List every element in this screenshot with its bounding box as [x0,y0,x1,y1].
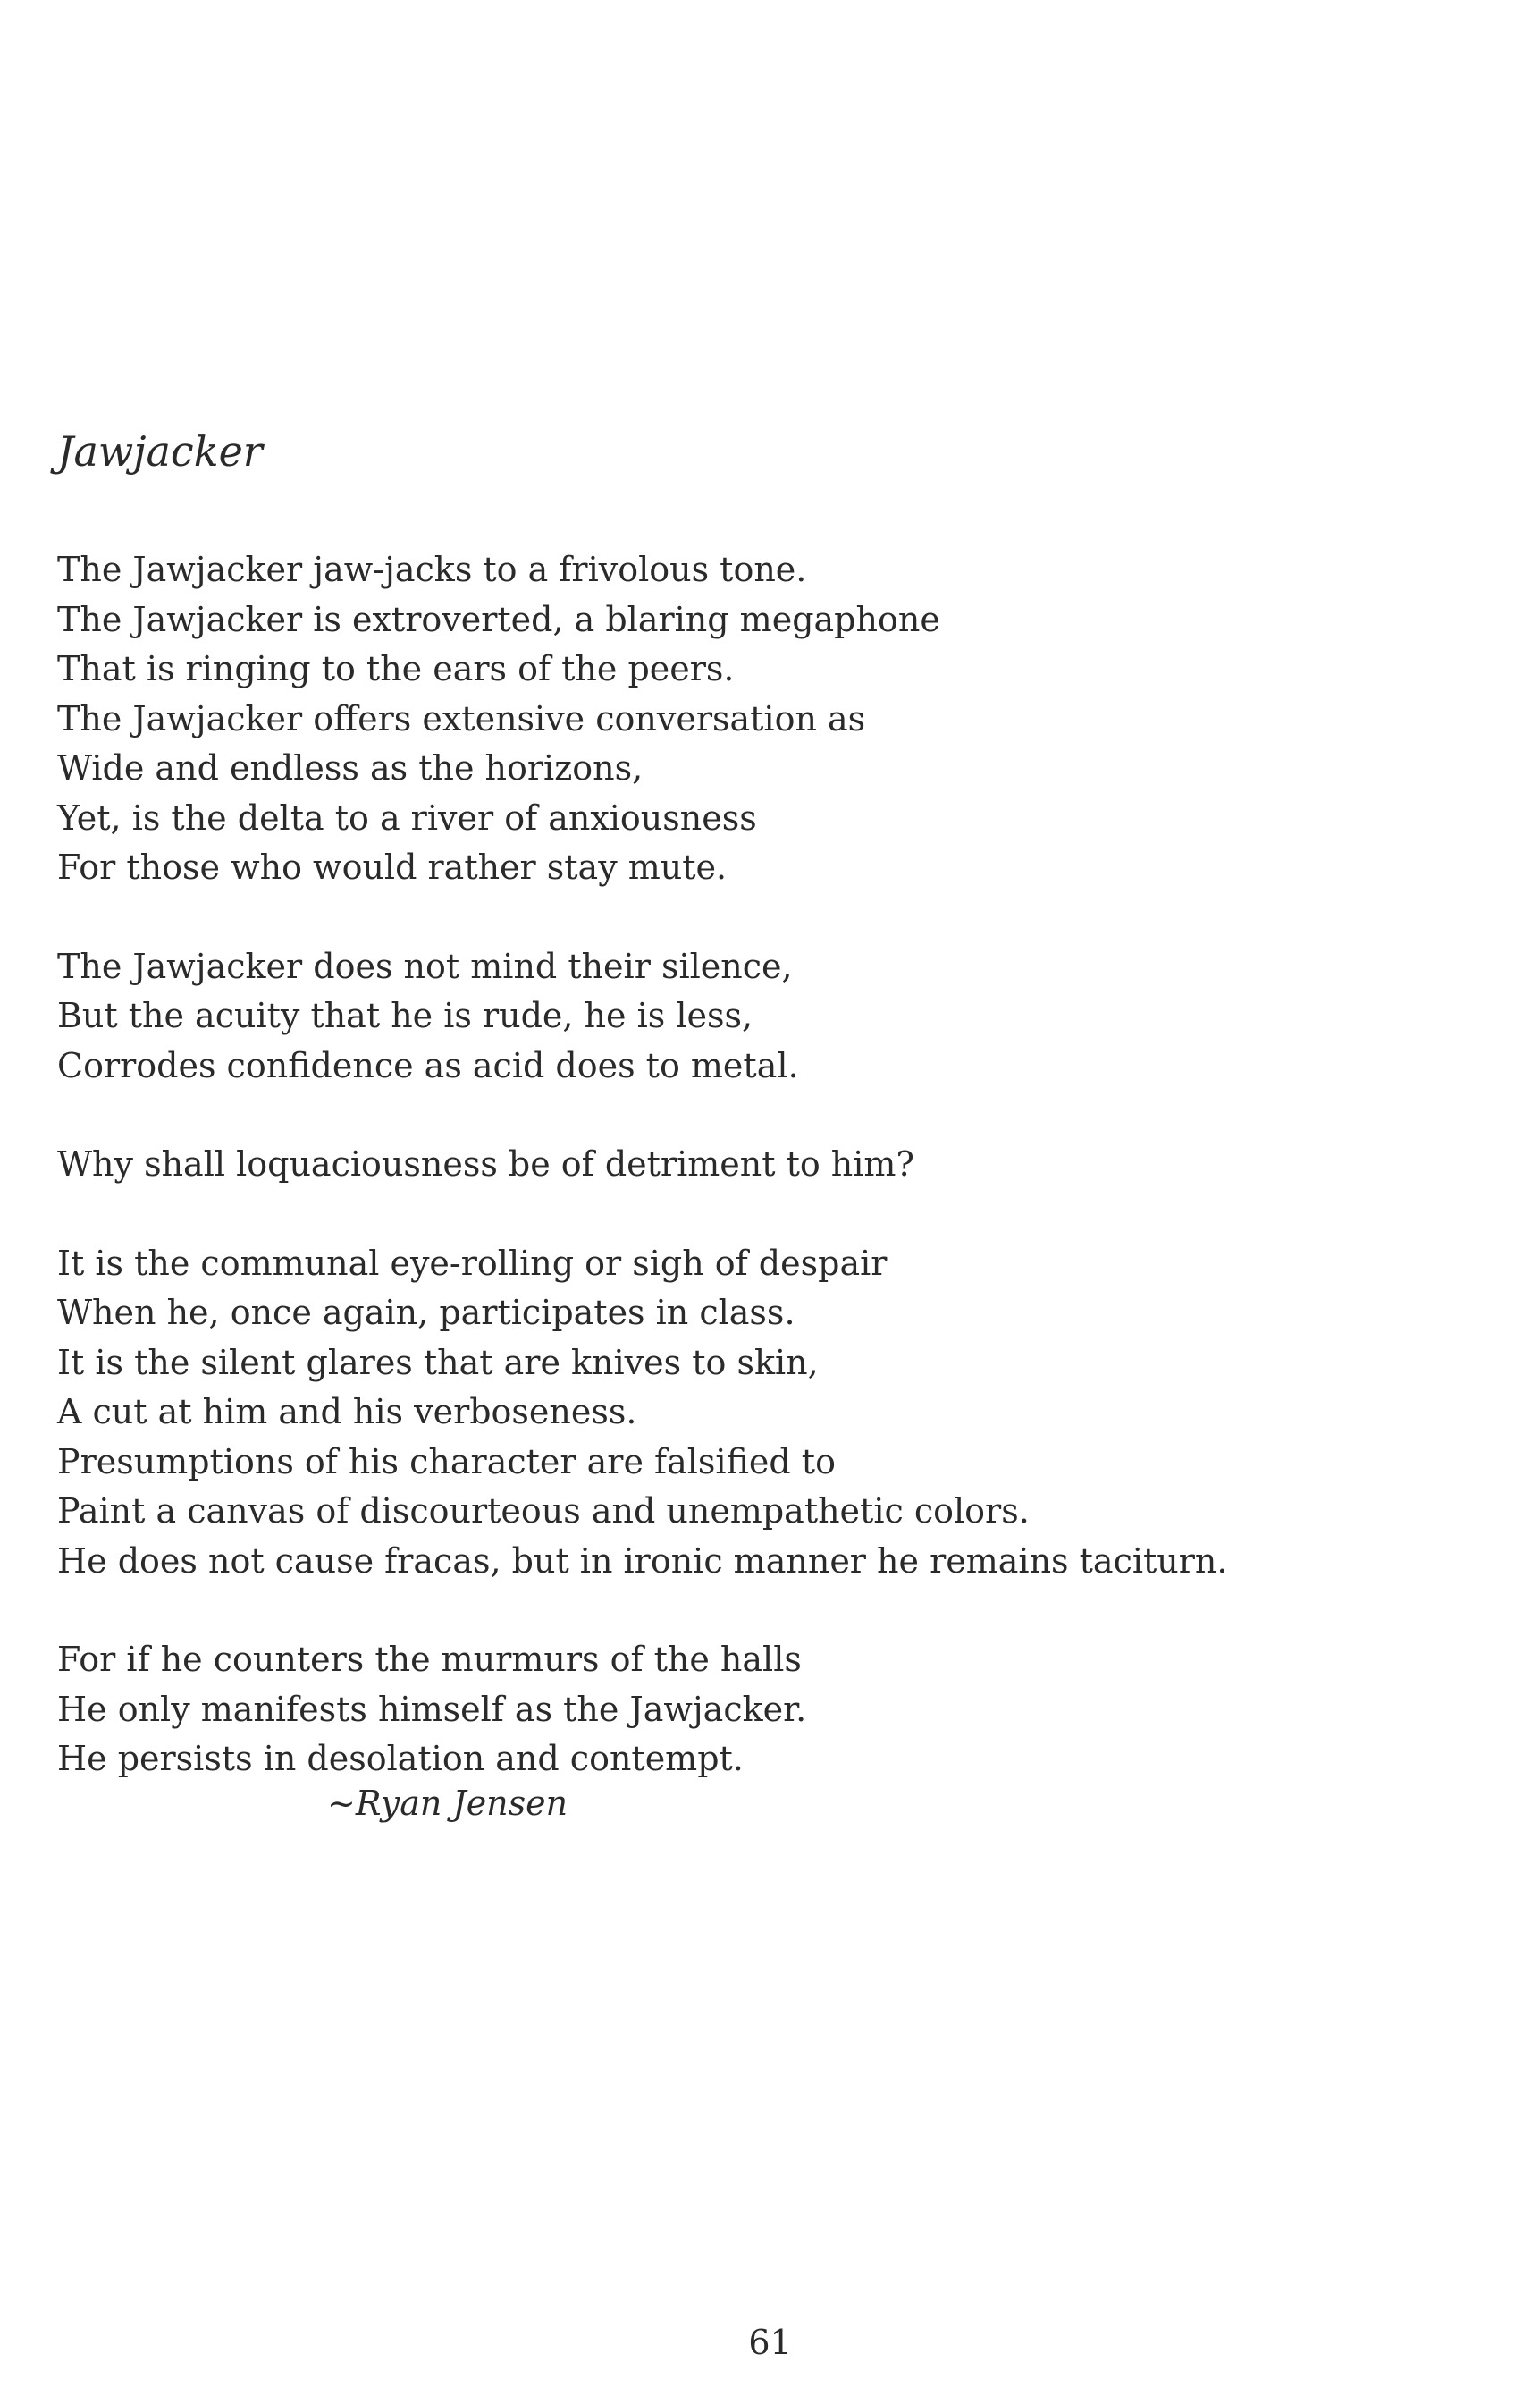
poem-title: Jawjacker [57,427,263,476]
poem-line: Why shall loquaciousness be of detriment to him? [57,1144,914,1184]
poem-line: It is the communal eye-rolling or sigh of despair [57,1243,888,1283]
page-number: 61 [748,2323,792,2362]
poem-line: He only manifests himself as the Jawjacker. [57,1689,807,1729]
stanza-2 [57,942,1452,1092]
poem-line: For if he counters the murmurs of the halls [57,1640,802,1679]
poem-line: He does not cause fracas, but in ironic manner he remains taciturn. [57,1540,1228,1581]
poem-line: Yet, is the delta to a river of anxiousness [57,797,757,838]
poem-line: The Jawjacker does not mind their silence, [57,946,793,986]
poem-line: That is ringing to the ears of the peers. [57,649,735,688]
stanza-1 [57,545,1452,893]
poem-body [57,545,1452,1834]
poem-line: For those who would rather stay mute. [57,848,728,887]
poem-line: The Jawjacker is extroverted, a blaring megaphone [57,599,940,639]
stanza-5 [57,1635,1452,1784]
poem-line: Corrodes confidence as acid does to metal. [57,1045,799,1085]
poem-line: When he, once again, participates in class. [57,1293,795,1332]
stanza-4 [57,1239,1452,1587]
poem-line: A cut at him and his verboseness. [57,1392,637,1431]
poem-line: Paint a canvas of discourteous and unempathetic colors. [57,1491,1030,1531]
poem-line: Presumptions of his character are falsified to [57,1441,836,1481]
poem-line: It is the silent glares that are knives to skin, [57,1342,819,1382]
stanza-3 [57,1140,1452,1190]
poem-line: The Jawjacker jaw-jacks to a frivolous tone. [57,550,807,589]
poem-line: The Jawjacker offers extensive conversation as [57,698,866,738]
poem-line: He persists in desolation and contempt. [57,1739,744,1778]
poem-line: Wide and endless as the horizons, [57,748,644,788]
author-signature: ~Ryan Jensen [327,1784,568,1823]
poem-line: But the acuity that he is rude, he is less, [57,996,753,1035]
